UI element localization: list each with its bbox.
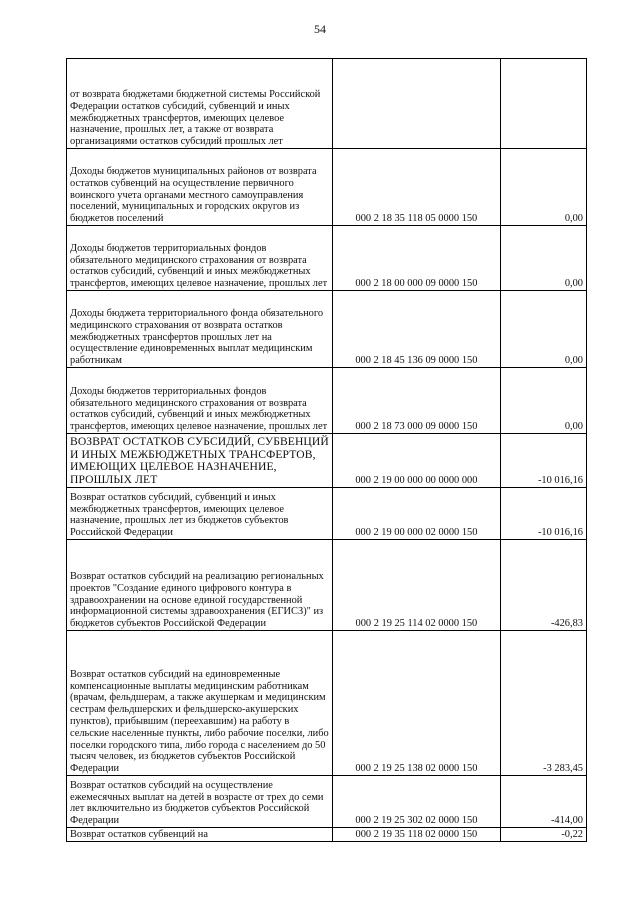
- row-name: Доходы бюджетов территориальных фондов обязательного медицинского страхования от возврата остатков субсидий, субвенций и иных межбюджетных трансфертов, имеющих целевое назначение, прошлых лет: [70, 242, 328, 290]
- table-row: [67, 291, 587, 368]
- row-name-cell: [67, 291, 333, 368]
- row-name-cell: [67, 828, 333, 842]
- row-amount: 0,00: [500, 226, 586, 291]
- row-amount: -414,00: [500, 776, 586, 828]
- row-code: 000 2 19 00 000 00 0000 000: [333, 434, 501, 488]
- row-name: Возврат остатков субсидий на единовременные компенсационные выплаты медицинским работникам (врачам, фельдшерам, а также акушеркам и медицинским сестрам фельдшерских и фельдшерско-акушерских пунктов), прибывшим (переехавшим) на работу в сельские населенные пункты, либо рабочие поселки, либо поселки городского типа, либо города с населением до 50 тысяч человек, из бюджетов субъектов Российской Федерации: [70, 668, 329, 775]
- row-name-cell: [67, 540, 333, 631]
- row-code: 000 2 18 45 136 09 0000 150: [333, 291, 501, 368]
- table-row: [67, 434, 587, 488]
- table-row: [67, 828, 587, 842]
- budget-revenue-table: [66, 58, 587, 842]
- table-row: [67, 149, 587, 226]
- row-name: Доходы бюджетов муниципальных районов от возврата остатков субвенций на осуществление первичного воинского учета органами местного самоуправления поселений, муниципальных и городских округов из бюджетов поселений: [70, 166, 317, 225]
- row-name-cell: [67, 776, 333, 828]
- row-code: 000 2 19 35 118 02 0000 150: [333, 828, 501, 842]
- row-name-cell: [67, 488, 333, 540]
- row-name-cell: [67, 368, 333, 434]
- page-number: 54: [314, 22, 326, 36]
- row-code: 000 2 18 73 000 09 0000 150: [333, 368, 501, 434]
- row-code: 000 2 18 35 118 05 0000 150: [333, 149, 501, 226]
- table-row: [67, 540, 587, 631]
- row-name: Возврат остатков субсидий, субвенций и иных межбюджетных трансфертов, имеющих целевое назначение, прошлых лет из бюджетов субъектов Российской Федерации: [70, 491, 289, 539]
- row-name: Возврат остатков субвенций на: [70, 829, 208, 841]
- row-code: 000 2 19 25 114 02 0000 150: [333, 540, 501, 631]
- table-row: [67, 368, 587, 434]
- table-row: [67, 226, 587, 291]
- row-code: 000 2 19 25 138 02 0000 150: [333, 631, 501, 776]
- table-row: [67, 488, 587, 540]
- row-code: 000 2 19 00 000 02 0000 150: [333, 488, 501, 540]
- row-code: 000 2 18 00 000 09 0000 150: [333, 226, 501, 291]
- row-name: ВОЗВРАТ ОСТАТКОВ СУБСИДИЙ, СУБВЕНЦИЙ И ИНЫХ МЕЖБЮДЖЕТНЫХ ТРАНСФЕРТОВ, ИМЕЮЩИХ ЦЕЛЕВОЕ НАЗНАЧЕНИЕ, ПРОШЛЫХ ЛЕТ: [70, 434, 329, 487]
- row-amount: -426,83: [500, 540, 586, 631]
- row-code: [333, 59, 501, 149]
- row-amount: [500, 59, 586, 149]
- row-name: Доходы бюджета территориального фонда обязательного медицинского страхования от возврата остатков межбюджетных трансфертов прошлых лет на осуществление единовременных выплат медицинским работникам: [70, 308, 324, 367]
- row-name-cell: [67, 149, 333, 226]
- row-amount: -0,22: [500, 828, 586, 842]
- row-name-cell: [67, 434, 333, 488]
- row-code: 000 2 19 25 302 02 0000 150: [333, 776, 501, 828]
- row-amount: 0,00: [500, 291, 586, 368]
- row-name-cell: [67, 226, 333, 291]
- row-name: Возврат остатков субсидий на реализацию региональных проектов "Создание единого цифрового контура в здравоохранении на основе единой государственной информационной системы здравоохранения (ЕГИСЗ)" из бюджетов субъектов Российской Федерации: [70, 571, 324, 630]
- row-name-cell: [67, 631, 333, 776]
- row-amount: 0,00: [500, 368, 586, 434]
- row-amount: -3 283,45: [500, 631, 586, 776]
- row-name-cell: [67, 59, 333, 149]
- table-row: [67, 776, 587, 828]
- table-row: [67, 631, 587, 776]
- row-amount: 0,00: [500, 149, 586, 226]
- row-name: Доходы бюджетов территориальных фондов обязательного медицинского страхования от возврата остатков субсидий, субвенций и иных межбюджетных трансфертов, имеющих целевое назначение, прошлых лет: [70, 385, 328, 433]
- table-row: [67, 59, 587, 149]
- row-amount: -10 016,16: [500, 488, 586, 540]
- row-name: от возврата бюджетами бюджетной системы Российской Федерации остатков субсидий, субвенций и иных межбюджетных трансфертов, имеющих целевое назначение, прошлых лет, а также от возврата организациями остатков субсидий прошлых лет: [70, 89, 321, 148]
- row-name: Возврат остатков субсидий на осуществление ежемесячных выплат на детей в возрасте от трех до семи лет включительно из бюджетов субъектов Российской Федерации: [70, 779, 324, 827]
- row-amount: -10 016,16: [500, 434, 586, 488]
